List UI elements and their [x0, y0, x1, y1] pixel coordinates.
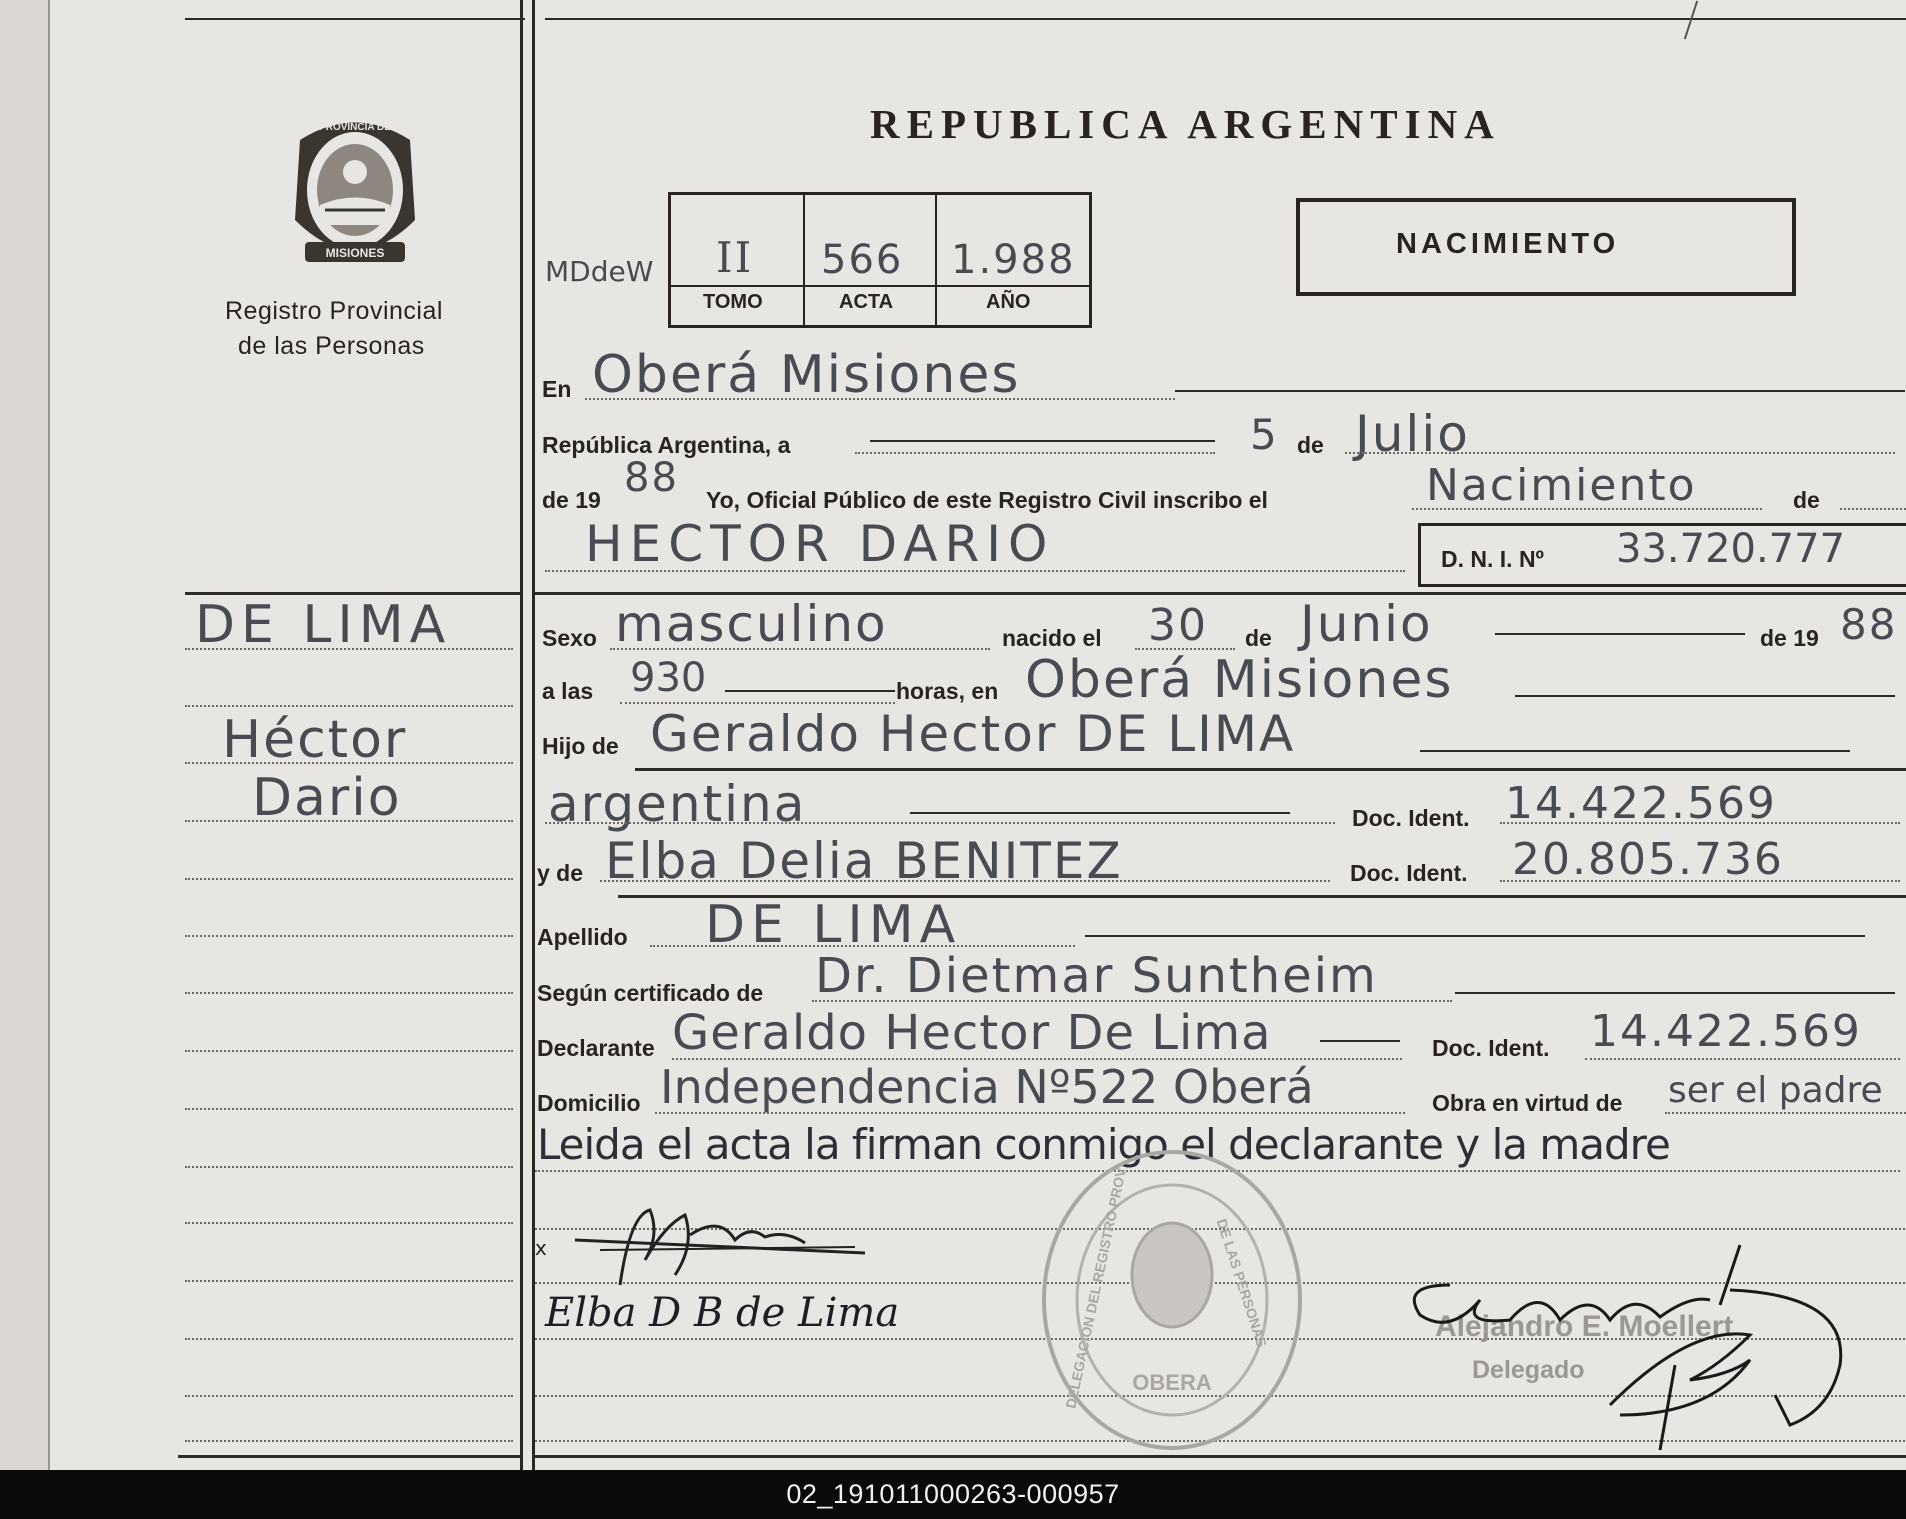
top-rule-left — [185, 18, 525, 20]
hijo-label: Hijo de — [542, 733, 619, 759]
binding-edge — [0, 0, 50, 1470]
file-id-footer: 02_191011000263-000957 — [0, 1470, 1906, 1519]
year-prefix: de 19 — [542, 487, 601, 513]
svg-text:x: x — [535, 1236, 547, 1260]
doc-type: NACIMIENTO — [1396, 228, 1620, 260]
acta-value: 566 — [821, 237, 904, 283]
de-label-3: de — [1245, 625, 1272, 651]
margin-divider-left — [520, 0, 523, 1470]
doc-type-box — [1296, 198, 1796, 296]
obra-value: ser el padre — [1668, 1070, 1883, 1111]
declarant-signature — [535, 1195, 875, 1295]
birth-place: Oberá Misiones — [1025, 650, 1454, 710]
tomo-label: TOMO — [703, 291, 763, 313]
margin-surname: DE LIMA — [195, 595, 452, 655]
declarante-doc: 14.422.569 — [1590, 1006, 1862, 1057]
officer-stamp-title: Delegado — [1472, 1356, 1585, 1384]
mother-name: Elba Delia BENITEZ — [605, 832, 1123, 890]
declarante-label: Declarante — [537, 1035, 655, 1061]
dni-box — [1418, 523, 1906, 587]
dni-value: 33.720.777 — [1616, 526, 1846, 572]
country-title: REPUBLICA ARGENTINA — [870, 101, 1501, 147]
birth-month: Junio — [1300, 595, 1433, 653]
father-nationality: argentina — [548, 775, 807, 833]
stamp-ring-left: DELEGACION DEL REGISTRO PROV — [1062, 1166, 1130, 1410]
en-label: En — [542, 376, 572, 402]
mother-signature: Elba D B de Lima — [545, 1290, 900, 1336]
top-rule-right — [545, 18, 1906, 20]
sexo-label: Sexo — [542, 625, 597, 651]
margin-first-name: Héctor — [222, 710, 408, 770]
hour-value: 930 — [630, 655, 707, 701]
father-doc-label: Doc. Ident. — [1352, 805, 1470, 831]
officer-signature — [1390, 1225, 1870, 1460]
binding-line — [48, 0, 50, 1470]
doctor-value: Dr. Dietmar Suntheim — [815, 948, 1378, 1004]
domicilio-value: Independencia Nº522 Oberá — [660, 1060, 1314, 1114]
alas-label: a las — [542, 678, 594, 704]
day-value: 5 — [1250, 410, 1279, 459]
nacido-label: nacido el — [1002, 625, 1102, 651]
person-name: HECTOR DARIO — [585, 515, 1055, 573]
de-label: de — [1297, 432, 1324, 458]
apellido-label: Apellido — [537, 924, 628, 950]
inscribo-value: Nacimiento — [1426, 460, 1697, 511]
yo-label: Yo, Oficial Público de este Registro Civil inscribo el — [706, 487, 1268, 513]
ano-label: AÑO — [986, 291, 1031, 313]
stamp-bottom-text: OBERA — [1132, 1370, 1212, 1395]
obra-label: Obra en virtud de — [1432, 1090, 1623, 1116]
en-value: Oberá Misiones — [592, 345, 1021, 405]
registry-name-line1: Registro Provincial — [225, 297, 443, 325]
birth-year: 88 — [1840, 600, 1898, 649]
month-value: Julio — [1355, 405, 1470, 463]
tomo-value: II — [716, 233, 754, 282]
birth-year-prefix: de 19 — [1760, 625, 1819, 651]
margin-second-name: Dario — [252, 768, 402, 828]
republica-label: República Argentina, a — [542, 432, 791, 458]
declarante-value: Geraldo Hector De Lima — [672, 1005, 1272, 1061]
segun-label: Según certificado de — [537, 980, 764, 1006]
mother-doc-label: Doc. Ident. — [1350, 860, 1468, 886]
apellido-value: DE LIMA — [705, 895, 962, 955]
yde-label: y de — [537, 860, 584, 886]
acta-label: ACTA — [839, 291, 894, 313]
acta-prefix: MDdeW — [545, 255, 654, 288]
father-name: Geraldo Hector DE LIMA — [650, 705, 1296, 763]
leida-line: Leida el acta la firman conmigo el declarante y la madre — [537, 1120, 1670, 1169]
seal-label: MISIONES — [325, 246, 385, 260]
dni-label: D. N. I. Nº — [1441, 546, 1544, 572]
de-label-2: de — [1793, 487, 1820, 513]
sexo-value: masculino — [615, 595, 888, 653]
horas-label: horas, en — [896, 678, 999, 704]
stamp-ring-right: DE LAS PERSONAS — [1213, 1216, 1271, 1350]
registry-name-line2: de las Personas — [238, 332, 425, 360]
pen-mark — [1684, 1, 1698, 40]
declarante-doc-label: Doc. Ident. — [1432, 1035, 1550, 1061]
province-seal — [280, 110, 430, 270]
father-doc: 14.422.569 — [1505, 778, 1777, 829]
seal-top-label: PROVINCIA DE — [319, 122, 391, 133]
mother-doc: 20.805.736 — [1512, 834, 1784, 885]
acta-box — [668, 192, 1092, 328]
birth-day: 30 — [1148, 600, 1208, 651]
registry-stamp — [1035, 1145, 1310, 1455]
officer-stamp-name: Alejandro E. Moellert — [1435, 1310, 1734, 1343]
year-value: 88 — [624, 455, 679, 501]
domicilio-label: Domicilio — [537, 1090, 641, 1116]
ano-value: 1.988 — [951, 237, 1076, 283]
